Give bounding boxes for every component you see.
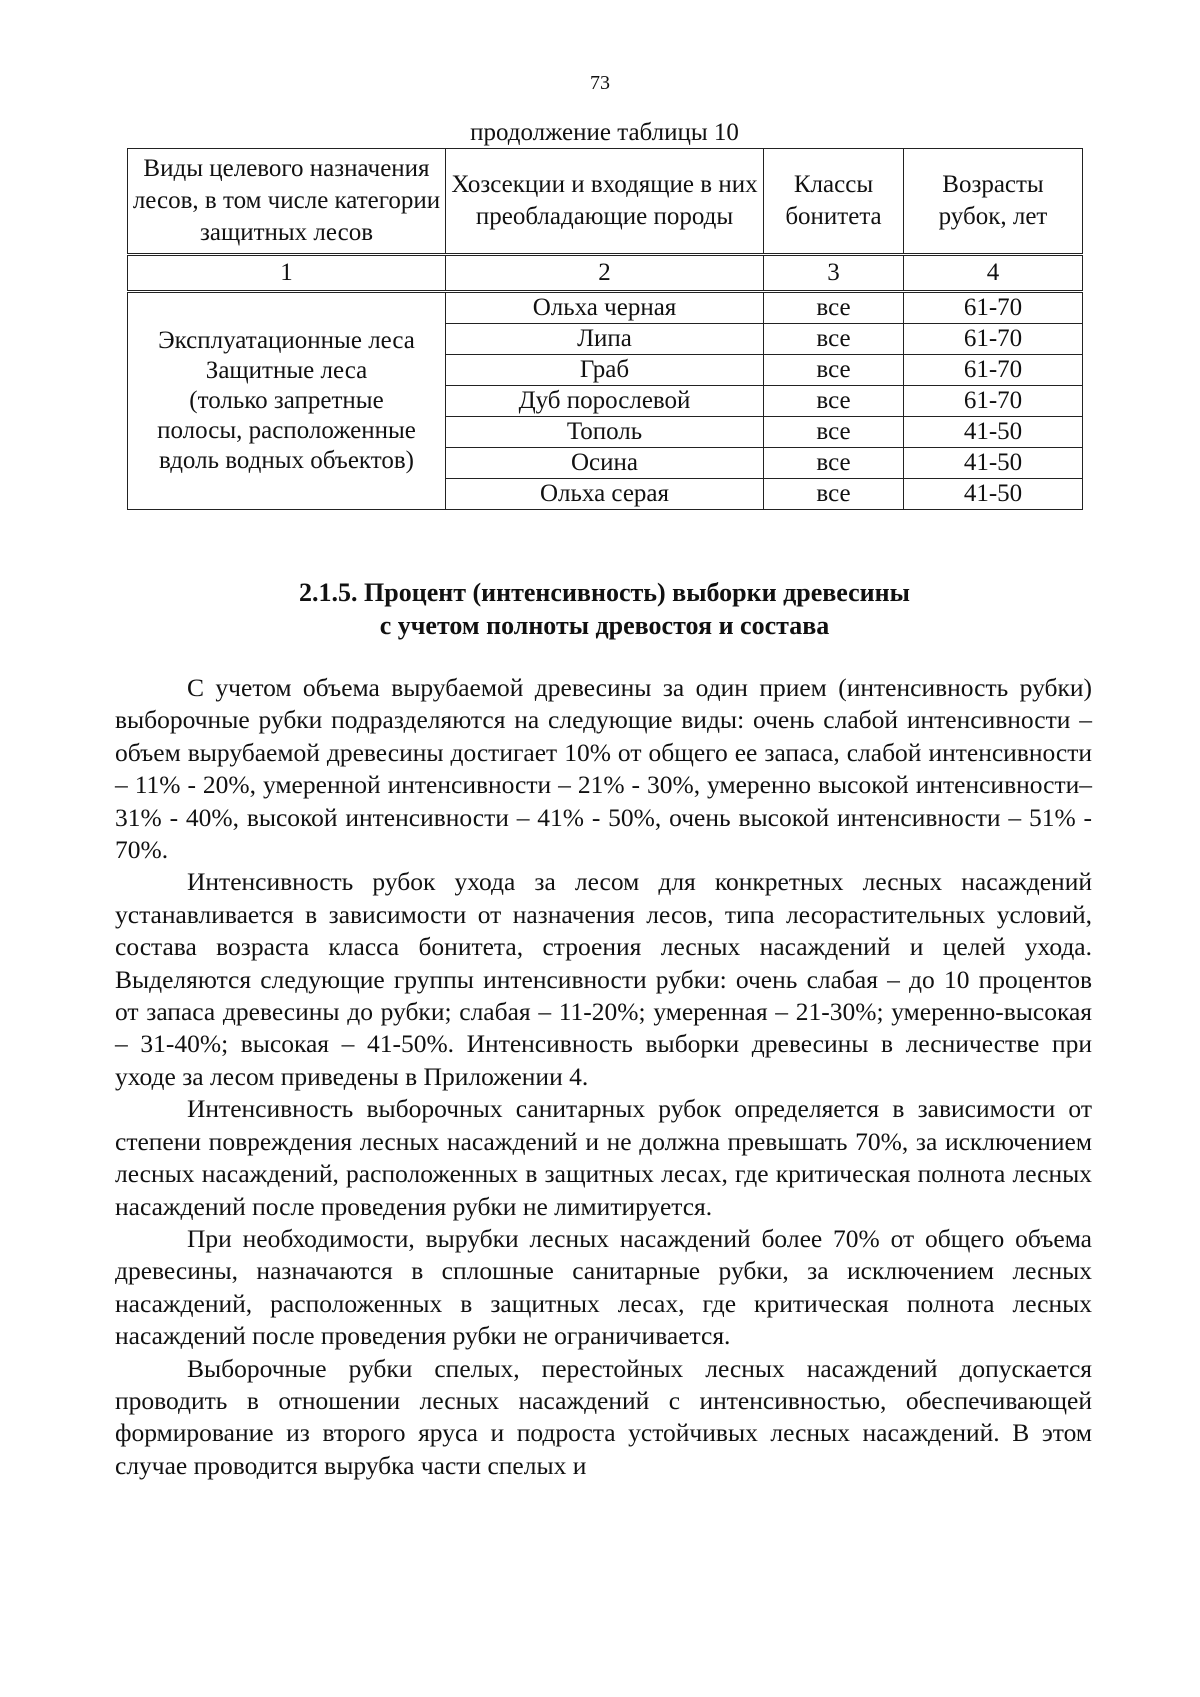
class-cell: все <box>764 292 904 324</box>
header-age: Возрасты рубок, лет <box>904 149 1083 255</box>
header-purpose: Виды целевого назначения лесов, в том числе категории защитных лесов <box>128 149 446 255</box>
species-cell: Осина <box>446 448 764 479</box>
paragraph: При необходимости, вырубки лесных насаждений более 70% от общего объема древесины, назначаются в сплошные санитарные рубки, за исключением лесных насаждений, расположенных в защитных лесах, где критическая полнота лесных насаждений после проведения рубки не ограничивается. <box>115 1223 1092 1351</box>
section-heading <box>127 576 1082 642</box>
purpose-line: (только запретные <box>189 387 384 414</box>
paragraph: Интенсивность рубок ухода за лесом для конкретных лесных насаждений устанавливается в зависимости от назначения лесов, типа лесорастительных условий, состава возраста класса бонитета, строения лесных насаждений и целей ухода. Выделяются следующие группы интенсивности рубки: очень слабая – до 10 процентов от запаса древесины до рубки; слабая – 11-20%; умеренная – 21-30%; умеренно-высокая – 31-40%; высокая – 41-50%. Интенсивность выборки древесины в лесничестве при уходе за лесом приведены в Приложении 4. <box>115 867 1092 1091</box>
header-species: Хозсекции и входящие в них преобладающие породы <box>446 149 764 255</box>
age-cell: 61-70 <box>904 324 1083 355</box>
class-cell: все <box>764 386 904 417</box>
table-caption: продолжение таблицы 10 <box>470 119 739 146</box>
paragraph: С учетом объема вырубаемой древесины за один прием (интенсивность рубки) выборочные рубки подразделяются на следующие виды: очень слабой интенсивности – объем вырубаемой древесины достигает 10% от общего ее запаса, слабой интенсивности – 11% - 20%, умеренной интенсивности – 21% - 30%, умеренно высокой интенсивности– 31% - 40%, высокой интенсивности – 41% - 50%, очень высокой интенсивности – 51% - 70%. <box>115 673 1092 865</box>
species-cell: Липа <box>446 324 764 355</box>
column-number: 4 <box>904 255 1083 292</box>
class-cell: все <box>764 448 904 479</box>
table-row <box>128 292 1083 324</box>
purpose-line: Защитные леса <box>205 357 368 384</box>
purpose-line: Эксплуатационные леса <box>158 327 415 354</box>
age-cell: 41-50 <box>904 479 1083 510</box>
age-cell: 41-50 <box>904 417 1083 448</box>
class-cell: все <box>764 355 904 386</box>
species-cell: Тополь <box>446 417 764 448</box>
class-cell: все <box>764 417 904 448</box>
species-cell: Граб <box>446 355 764 386</box>
class-cell: все <box>764 324 904 355</box>
class-cell: все <box>764 479 904 510</box>
column-number: 2 <box>446 255 764 292</box>
page-number: 73 <box>590 72 610 94</box>
header-class: Классы бонитета <box>764 149 904 255</box>
species-cell: Ольха черная <box>446 292 764 324</box>
paragraph: Интенсивность выборочных санитарных рубок определяется в зависимости от степени повреждения лесных насаждений и не должна превышать 70%, за исключением лесных насаждений, расположенных в защитных лесах, где критическая полнота лесных насаждений после проведения рубки не лимитируется. <box>115 1094 1092 1221</box>
paragraph: Выборочные рубки спелых, перестойных лесных насаждений допускается проводить в отношении лесных насаждений с интенсивностью, обеспечивающей формирование из второго яруса и подроста устойчивых лесных насаждений. В этом случае проводится вырубка части спелых и <box>115 1353 1092 1480</box>
purpose-line: полосы, расположенные <box>157 417 416 444</box>
species-cell: Дуб порослевой <box>446 386 764 417</box>
column-number: 3 <box>764 255 904 292</box>
age-cell: 61-70 <box>904 355 1083 386</box>
species-cell: Ольха серая <box>446 479 764 510</box>
table-header-row <box>128 149 1083 255</box>
age-cell: 61-70 <box>904 386 1083 417</box>
age-cell: 61-70 <box>904 292 1083 324</box>
column-number: 1 <box>128 255 446 292</box>
section-heading-line: 2.1.5. Процент (интенсивность) выборки древесины <box>299 578 910 607</box>
body-text <box>115 672 1092 1482</box>
purpose-cell <box>128 292 446 510</box>
purpose-line: вдоль водных объектов) <box>159 447 414 474</box>
age-cell: 41-50 <box>904 448 1083 479</box>
cutting-age-table <box>127 148 1083 510</box>
section-heading-line: с учетом полноты древостоя и состава <box>379 611 830 640</box>
column-number-row <box>128 255 1083 292</box>
